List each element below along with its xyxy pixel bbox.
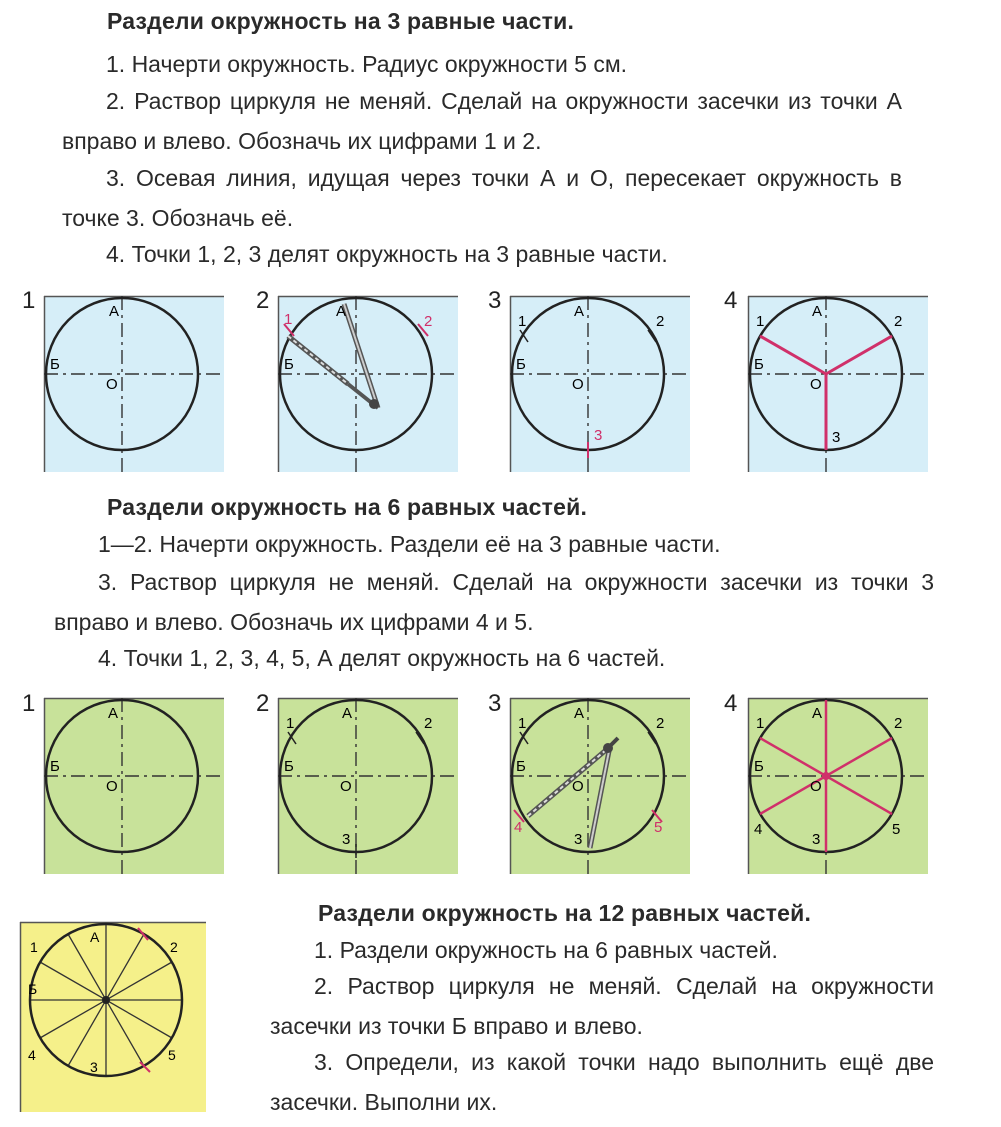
- section-2-step-2: 3. Раствор циркуля не меняй. Сделай на окружности засечки из точки 3 вправо и влево. Обозначь их цифрами 4 и 5.: [54, 569, 934, 635]
- label-a: А: [90, 929, 100, 945]
- fig-number: 1: [22, 690, 36, 717]
- figure-6parts-step4: [748, 698, 928, 874]
- label-2: 2: [170, 939, 178, 955]
- figure-3parts-step4: [748, 296, 928, 472]
- section-2-step-1: 1—2. Начерти окружность. Раздели её на 3 равные части.: [98, 531, 721, 557]
- label-b: Б: [284, 758, 294, 775]
- label-o: О: [810, 778, 822, 795]
- label-b: Б: [754, 356, 764, 373]
- section-2-title: Раздели окружность на 6 равных частей.: [107, 494, 588, 520]
- label-2: 2: [424, 715, 433, 732]
- section-1-step-3: 3. Осевая линия, идущая через точки А и О, пересекает окружность в точке 3. Обозначь её.: [62, 165, 902, 231]
- label-o: О: [810, 376, 822, 393]
- label-5: 5: [168, 1047, 176, 1063]
- label-1: 1: [756, 715, 765, 732]
- label-1: 1: [30, 939, 38, 955]
- label-b: Б: [50, 356, 60, 373]
- label-1: 1: [756, 313, 765, 330]
- section-2-step-3: 4. Точки 1, 2, 3, 4, 5, А делят окружность на 6 частей.: [98, 645, 666, 671]
- label-o: О: [106, 376, 118, 393]
- label-2: 2: [894, 715, 903, 732]
- label-4: 4: [514, 819, 523, 836]
- section-1-step-2: 2. Раствор циркуля не меняй. Сделай на окружности засечки из точки А вправо и влево. Обозначь их цифрами 1 и 2.: [62, 88, 902, 154]
- label-2: 2: [894, 313, 903, 330]
- figure-12parts: [20, 922, 206, 1112]
- section-3-step-3: 3. Определи, из какой точки надо выполнить ещё две засечки. Выполни их.: [270, 1049, 934, 1115]
- label-o: О: [106, 778, 118, 795]
- label-3: 3: [812, 831, 821, 848]
- label-4: 4: [28, 1047, 36, 1063]
- label-3: 3: [574, 831, 583, 848]
- section-3-title: Раздели окружность на 12 равных частей.: [318, 900, 812, 926]
- section-1-title: Раздели окружность на 3 равные части.: [107, 8, 575, 34]
- fig-number: 2: [256, 287, 270, 314]
- section-3-step-1: 1. Раздели окружность на 6 равных частей.: [314, 937, 778, 963]
- label-3: 3: [342, 831, 351, 848]
- figure-6parts-step3: [510, 698, 690, 874]
- section-1-step-4: 4. Точки 1, 2, 3 делят окружность на 3 равные части.: [106, 241, 668, 267]
- label-a: А: [108, 705, 119, 722]
- label-5: 5: [654, 819, 663, 836]
- figure-3parts-step1: [44, 296, 224, 472]
- label-o: О: [572, 778, 584, 795]
- label-4: 4: [754, 821, 763, 838]
- fig-number: 3: [488, 287, 502, 314]
- fig-number: 4: [724, 287, 738, 314]
- label-b: Б: [284, 356, 294, 373]
- label-o: О: [340, 778, 352, 795]
- label-3: 3: [594, 427, 603, 444]
- label-a: А: [109, 303, 120, 320]
- label-3: 3: [90, 1059, 98, 1075]
- label-2: 2: [656, 313, 665, 330]
- label-b: Б: [754, 758, 764, 775]
- figure-3parts-step3: [510, 296, 690, 472]
- label-2: 2: [656, 715, 665, 732]
- label-a: А: [574, 303, 585, 320]
- label-a: А: [812, 303, 823, 320]
- label-b: Б: [28, 981, 38, 997]
- figure-6parts-step1: [44, 698, 224, 874]
- fig-number: 3: [488, 690, 502, 717]
- label-a: А: [574, 705, 585, 722]
- fig-number: 4: [724, 690, 738, 717]
- label-1: 1: [284, 311, 293, 328]
- label-5: 5: [892, 821, 901, 838]
- label-b: Б: [516, 758, 526, 775]
- figure-6parts-step2: [278, 698, 458, 874]
- fig-number: 2: [256, 690, 270, 717]
- section-1-step-1: 1. Начерти окружность. Радиус окружности 5 см.: [106, 51, 628, 77]
- label-o: О: [572, 376, 584, 393]
- label-1: 1: [518, 313, 527, 330]
- section-3-step-2: 2. Раствор циркуля не меняй. Сделай на окружности засечки из точки Б вправо и влево.: [270, 973, 934, 1039]
- label-a: А: [336, 303, 347, 320]
- label-1: 1: [518, 715, 527, 732]
- label-a: А: [342, 705, 353, 722]
- label-3: 3: [832, 429, 841, 446]
- fig-number: 1: [22, 287, 36, 314]
- label-b: Б: [50, 758, 60, 775]
- figure-3parts-step2: [278, 296, 458, 472]
- label-b: Б: [516, 356, 526, 373]
- label-a: А: [812, 705, 823, 722]
- label-1: 1: [286, 715, 295, 732]
- label-2: 2: [424, 313, 433, 330]
